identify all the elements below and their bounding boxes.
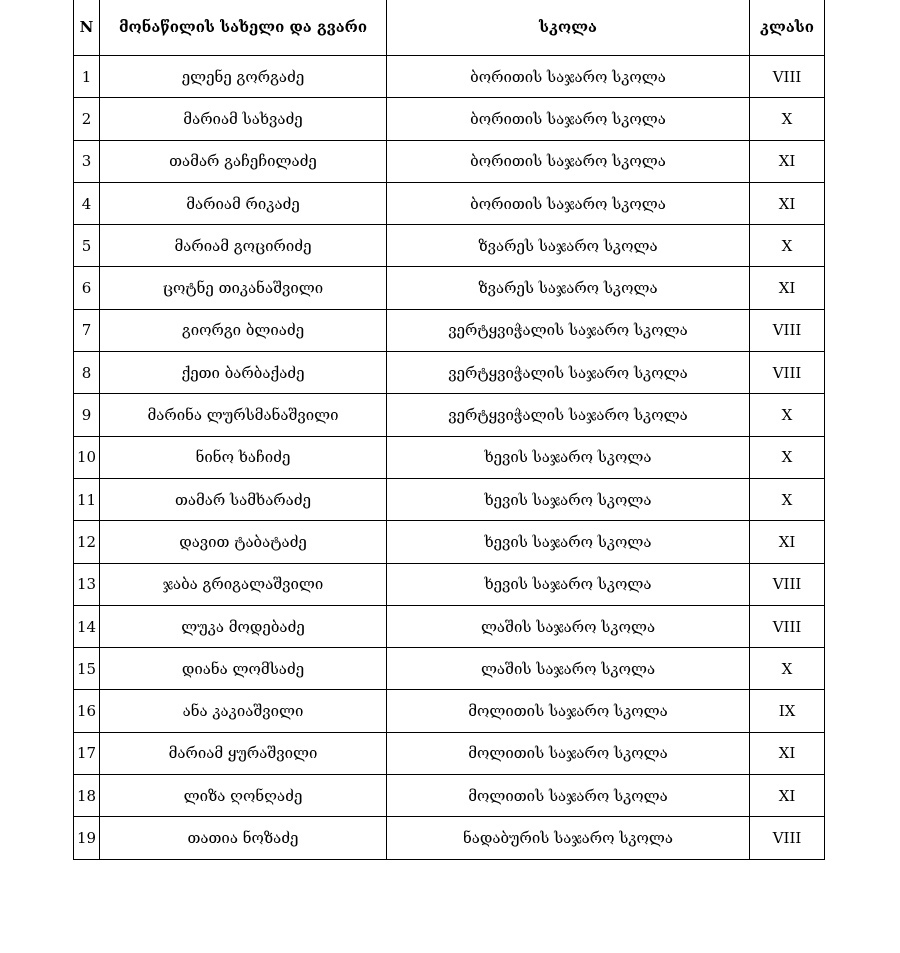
- row-number: 6: [74, 267, 100, 309]
- grade-value: XI: [750, 267, 825, 309]
- grade-value: X: [750, 648, 825, 690]
- participant-name: ნინო ხაჩიძე: [100, 436, 387, 478]
- participant-name: დიანა ლომსაძე: [100, 648, 387, 690]
- grade-value: VIII: [750, 309, 825, 351]
- row-number: 13: [74, 563, 100, 605]
- participant-name: მარიამ სახვაძე: [100, 98, 387, 140]
- grade-value: VIII: [750, 56, 825, 98]
- grade-value: VIII: [750, 605, 825, 647]
- grade-value: XI: [750, 140, 825, 182]
- table-row: [74, 648, 825, 690]
- row-number: 18: [74, 775, 100, 817]
- row-number: 16: [74, 690, 100, 732]
- participant-name: დავით ტაბატაძე: [100, 521, 387, 563]
- grade-value: VIII: [750, 563, 825, 605]
- table-row: [74, 225, 825, 267]
- participant-name: გიორგი ბლიაძე: [100, 309, 387, 351]
- header-grade: კლასი: [750, 0, 825, 56]
- school-name: ხევის საჯარო სკოლა: [387, 436, 750, 478]
- header-school: სკოლა: [387, 0, 750, 56]
- participant-name: მარიამ გოცირიძე: [100, 225, 387, 267]
- table-row: [74, 352, 825, 394]
- participant-name: თამარ გაჩეჩილაძე: [100, 140, 387, 182]
- school-name: ნადაბურის საჯარო სკოლა: [387, 817, 750, 859]
- table-row: [74, 817, 825, 859]
- row-number: 7: [74, 309, 100, 351]
- row-number: 12: [74, 521, 100, 563]
- participant-name: ანა კაკიაშვილი: [100, 690, 387, 732]
- table-row: [74, 140, 825, 182]
- school-name: მოლითის საჯარო სკოლა: [387, 732, 750, 774]
- table-row: [74, 56, 825, 98]
- school-name: ბორითის საჯარო სკოლა: [387, 182, 750, 224]
- table-row: [74, 436, 825, 478]
- grade-value: VIII: [750, 352, 825, 394]
- school-name: მოლითის საჯარო სკოლა: [387, 775, 750, 817]
- header-number: N: [74, 0, 100, 56]
- table-row: [74, 563, 825, 605]
- row-number: 5: [74, 225, 100, 267]
- school-name: ვერტყვიჭალის საჯარო სკოლა: [387, 309, 750, 351]
- header-participant-name: მონაწილის სახელი და გვარი: [100, 0, 387, 56]
- grade-value: XI: [750, 732, 825, 774]
- school-name: ვერტყვიჭალის საჯარო სკოლა: [387, 352, 750, 394]
- grade-value: X: [750, 436, 825, 478]
- school-name: ზვარეს საჯარო სკოლა: [387, 225, 750, 267]
- school-name: ხევის საჯარო სკოლა: [387, 521, 750, 563]
- school-name: ბორითის საჯარო სკოლა: [387, 98, 750, 140]
- row-number: 3: [74, 140, 100, 182]
- table-row: [74, 309, 825, 351]
- table-row: [74, 605, 825, 647]
- participants-table: [73, 0, 825, 860]
- participant-name: ლიზა ღონღაძე: [100, 775, 387, 817]
- table-body: [74, 56, 825, 860]
- participant-name: ქეთი ბარბაქაძე: [100, 352, 387, 394]
- row-number: 17: [74, 732, 100, 774]
- school-name: ხევის საჯარო სკოლა: [387, 563, 750, 605]
- school-name: ლაშის საჯარო სკოლა: [387, 605, 750, 647]
- table-row: [74, 394, 825, 436]
- table-row: [74, 521, 825, 563]
- row-number: 11: [74, 478, 100, 520]
- table-header-row: [74, 0, 825, 56]
- grade-value: VIII: [750, 817, 825, 859]
- grade-value: X: [750, 478, 825, 520]
- row-number: 14: [74, 605, 100, 647]
- grade-value: IX: [750, 690, 825, 732]
- table-row: [74, 775, 825, 817]
- table-row: [74, 98, 825, 140]
- school-name: ზვარეს საჯარო სკოლა: [387, 267, 750, 309]
- grade-value: XI: [750, 521, 825, 563]
- table-row: [74, 690, 825, 732]
- participant-name: ცოტნე თიკანაშვილი: [100, 267, 387, 309]
- row-number: 2: [74, 98, 100, 140]
- school-name: ლაშის საჯარო სკოლა: [387, 648, 750, 690]
- row-number: 8: [74, 352, 100, 394]
- grade-value: X: [750, 225, 825, 267]
- table-row: [74, 182, 825, 224]
- participant-name: მარიამ ყურაშვილი: [100, 732, 387, 774]
- grade-value: X: [750, 394, 825, 436]
- participant-name: ელენე გორგაძე: [100, 56, 387, 98]
- row-number: 19: [74, 817, 100, 859]
- school-name: ბორითის საჯარო სკოლა: [387, 56, 750, 98]
- school-name: ვერტყვიჭალის საჯარო სკოლა: [387, 394, 750, 436]
- participant-name: თათია ნოზაძე: [100, 817, 387, 859]
- school-name: ხევის საჯარო სკოლა: [387, 478, 750, 520]
- participant-name: მარინა ლურსმანაშვილი: [100, 394, 387, 436]
- grade-value: XI: [750, 775, 825, 817]
- school-name: მოლითის საჯარო სკოლა: [387, 690, 750, 732]
- participant-name: თამარ სამხარაძე: [100, 478, 387, 520]
- grade-value: X: [750, 98, 825, 140]
- participant-name: მარიამ რიკაძე: [100, 182, 387, 224]
- grade-value: XI: [750, 182, 825, 224]
- row-number: 4: [74, 182, 100, 224]
- school-name: ბორითის საჯარო სკოლა: [387, 140, 750, 182]
- table-row: [74, 267, 825, 309]
- row-number: 10: [74, 436, 100, 478]
- row-number: 9: [74, 394, 100, 436]
- row-number: 1: [74, 56, 100, 98]
- table-row: [74, 732, 825, 774]
- participant-name: ჯაბა გრიგალაშვილი: [100, 563, 387, 605]
- participant-name: ლუკა მოდებაძე: [100, 605, 387, 647]
- table-row: [74, 478, 825, 520]
- row-number: 15: [74, 648, 100, 690]
